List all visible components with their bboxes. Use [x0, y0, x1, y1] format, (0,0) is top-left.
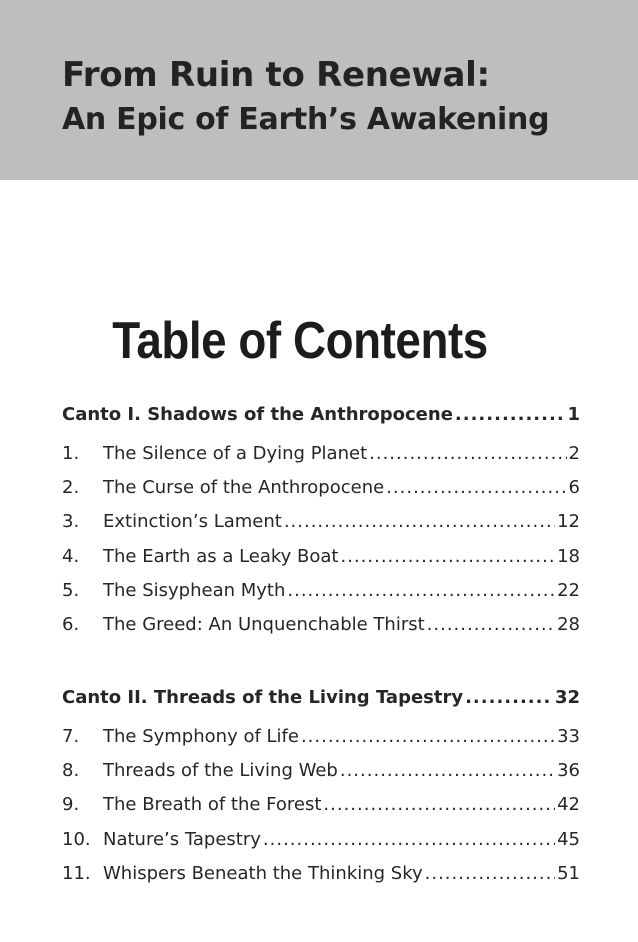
toc-leader-dots [369, 441, 566, 467]
toc-canto-2[interactable] [62, 685, 580, 711]
toc-leader-dots [284, 509, 555, 535]
toc-page-number: 18 [557, 546, 580, 567]
toc-page-number: 51 [557, 863, 580, 884]
toc-entry-5[interactable] [62, 578, 580, 604]
toc-entry-number: 7. [62, 726, 80, 747]
toc-entry-title: Whispers Beneath the Thinking Sky [103, 863, 423, 884]
toc-leader-dots [425, 861, 555, 887]
toc-page-number: 36 [557, 760, 580, 781]
toc-entry-2[interactable] [62, 475, 580, 501]
toc-entry-title: Nature’s Tapestry [103, 829, 261, 850]
title-banner [0, 0, 638, 180]
toc-page-number: 12 [557, 511, 580, 532]
toc-entry-number: 6. [62, 614, 80, 635]
toc-page-number: 1 [567, 404, 580, 425]
toc-page-number: 2 [568, 443, 580, 464]
toc-entry-title: The Earth as a Leaky Boat [103, 546, 339, 567]
toc-page-number: 33 [557, 726, 580, 747]
toc-entry-title: The Greed: An Unquenchable Thirst [103, 614, 425, 635]
book-subtitle: An Epic of Earth’s Awakening [62, 102, 550, 137]
toc-leader-dots [323, 792, 555, 818]
toc-entry-number: 4. [62, 546, 80, 567]
toc-page-number: 22 [557, 580, 580, 601]
toc-entry-title: Threads of the Living Web [103, 760, 338, 781]
toc-entry-number: 5. [62, 580, 80, 601]
toc-page-number: 32 [554, 687, 580, 708]
toc-entry-title: The Breath of the Forest [103, 794, 322, 815]
toc-entry-number: 1. [62, 443, 80, 464]
toc-entry-3[interactable] [62, 509, 580, 535]
toc-entry-11[interactable] [62, 861, 580, 887]
toc-leader-dots [427, 612, 555, 638]
toc-leader-dots [386, 475, 566, 501]
toc-leader-dots [301, 724, 555, 750]
toc-heading: Table of Contents [112, 312, 488, 370]
toc-entry-8[interactable] [62, 758, 580, 784]
toc-canto-1[interactable] [62, 402, 580, 428]
toc-leader-dots [340, 758, 555, 784]
toc-entry-number: 3. [62, 511, 80, 532]
toc-leader-dots [465, 685, 553, 711]
book-title-line-1: From Ruin to Renewal: [62, 55, 490, 95]
toc-entry-number: 9. [62, 794, 80, 815]
toc-entry-6[interactable] [62, 612, 580, 638]
toc-entry-number: 11. [62, 863, 91, 884]
toc-entry-1[interactable] [62, 441, 580, 467]
toc-entry-number: 2. [62, 477, 80, 498]
toc-entry-9[interactable] [62, 792, 580, 818]
toc-entry-title: Extinction’s Lament [103, 511, 282, 532]
toc-entry-7[interactable] [62, 724, 580, 750]
toc-leader-dots [263, 827, 555, 853]
toc-entry-number: 10. [62, 829, 91, 850]
toc-page-number: 6 [568, 477, 580, 498]
toc-entry-4[interactable] [62, 544, 580, 570]
book-title [62, 52, 549, 140]
toc-leader-dots [287, 578, 555, 604]
toc-entry-10[interactable] [62, 827, 580, 853]
toc-canto-title: Canto I. Shadows of the Anthropocene [62, 404, 453, 425]
toc-entry-title: The Sisyphean Myth [103, 580, 286, 601]
toc-page-number: 45 [557, 829, 580, 850]
toc-page-number: 28 [557, 614, 580, 635]
toc-entry-number: 8. [62, 760, 80, 781]
toc-entry-title: The Curse of the Anthropocene [103, 477, 385, 498]
toc-leader-dots [341, 544, 556, 570]
toc-entry-title: The Silence of a Dying Planet [103, 443, 368, 464]
toc-canto-title: Canto II. Threads of the Living Tapestry [62, 687, 464, 708]
toc-page-number: 42 [557, 794, 580, 815]
toc-entry-title: The Symphony of Life [103, 726, 299, 747]
toc-leader-dots [455, 402, 566, 428]
